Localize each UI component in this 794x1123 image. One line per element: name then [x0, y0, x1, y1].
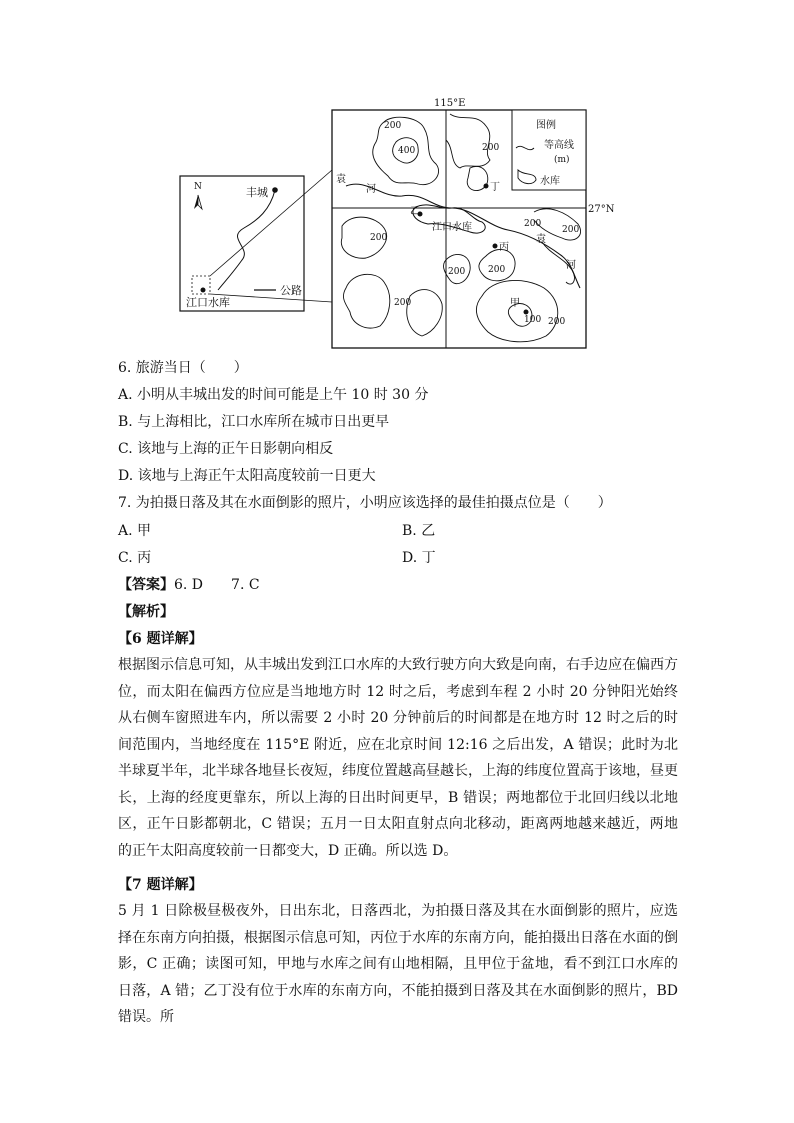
answer-line — [118, 575, 260, 595]
contour-value: 200 — [524, 219, 542, 229]
map-figure — [170, 92, 615, 354]
north-arrow-icon — [194, 195, 202, 209]
q7-option-b: B. 乙 — [402, 523, 436, 539]
point-yi-label: 乙 — [410, 206, 420, 217]
road-legend-label: 公路 — [280, 284, 302, 297]
contour-value: 200 — [394, 298, 412, 308]
q6-option-a: A. 小明从丰城出发的时间可能是上午 10 时 30 分 — [118, 387, 429, 403]
contour-value: 200 — [384, 121, 402, 131]
contour-value: 200 — [562, 225, 580, 235]
q7-option-c: C. 丙 — [118, 550, 152, 566]
latitude-label: 27°N — [588, 204, 615, 215]
answer-text: 6. D 7. C — [174, 577, 260, 593]
north-label: N — [194, 182, 202, 192]
q7-detail-text: 5 月 1 日除极昼极夜外，日出东北，日落西北，为拍摄日落及其在水面倒影的照片，应选择在东南方向拍摄，根据图示信息可知，丙位于水库的东南方向，能拍摄出日落在水面的倒影，C 正确；读图可知，甲地与水库之间有山地相隔，且甲位于盆地，看不到江口水库的日落，A 错；乙丁没有位于水库的东南方向，不能拍摄到日落及其在水面倒影的照片，BD 错误。所 — [118, 903, 678, 1025]
contour-value: 400 — [398, 146, 416, 156]
q7-option-a: A. 甲 — [118, 523, 152, 539]
q6-option-d: D. 该地与上海正午太阳高度较前一日更大 — [118, 468, 376, 484]
q7-stem: 7. 为拍摄日落及其在水面倒影的照片，小明应该选择的最佳拍摄点位是（ ） — [118, 495, 612, 511]
legend-contour: 等高线 — [544, 140, 574, 151]
point-bing-label: 丙 — [499, 242, 509, 253]
map-legend — [512, 110, 586, 190]
reservoir-label: 江口水库 — [186, 296, 230, 309]
locator-map — [180, 170, 332, 311]
longitude-label: 115°E — [434, 98, 466, 109]
contour-value: 200 — [370, 233, 388, 243]
contour-value: 200 — [488, 265, 506, 275]
contour-value: 200 — [448, 267, 466, 277]
river-label-4: 河 — [566, 260, 576, 271]
river-label-3: 袁 — [536, 234, 546, 245]
q6-detail-label: 【6 题详解】 — [118, 631, 203, 647]
q6-option-b: B. 与上海相比，江口水库所在城市日出更早 — [118, 414, 390, 430]
point-jia — [524, 310, 529, 315]
answer-label: 【答案】 — [118, 577, 174, 593]
river-label-1: 袁 — [336, 174, 346, 185]
connector-line-1 — [210, 170, 332, 276]
point-ding-label: 丁 — [490, 182, 500, 193]
q6-stem: 6. 旅游当日（ ） — [118, 360, 248, 376]
point-ding — [484, 184, 489, 189]
legend-title: 图例 — [536, 120, 556, 131]
detail-map — [332, 98, 615, 348]
contour-value: 200 — [548, 317, 566, 327]
q7-option-d: D. 丁 — [402, 550, 436, 566]
road-line — [218, 190, 275, 290]
reservoir-dot — [201, 288, 206, 293]
analysis-label: 【解析】 — [118, 604, 174, 620]
city-label: 丰城 — [246, 186, 268, 199]
legend-unit: (m) — [554, 155, 570, 165]
q6-detail-text: 根据图示信息可知，从丰城出发到江口水库的大致行驶方向大致是向南，右手边应在偏西方位，而太阳在偏西方位应是当地地方时 12 时之后，考虑到车程 2 小时 20 分钟阳光始终从右侧车窗照进车内，所以需要 2 小时 20 分钟前后的时间都是在地方时 12 时之后的时间范围内，当地经度在 115°E 附近，应在北京时间 12:16 之后出发，A 错误；此时为北半球夏半年，北半球各地昼长夜短，纬度位置越高昼越长，上海的纬度位置高于该地，昼更长，上海的经度更靠东，所以上海的日出时间更早，B 错误；两地都位于北回归线以北地区，正午日影都朝北，C 错误；五月一日太阳直射点向北移动，距离两地越来越近，两地的正午太阳高度较前一日都变大，D 正确。所以选 D。 — [118, 657, 678, 859]
contour-value: 100 — [524, 315, 542, 325]
point-jia-label: 甲 — [510, 298, 520, 309]
reservoir-map-label: 江口水库 — [432, 222, 472, 233]
q7-detail-label: 【7 题详解】 — [118, 877, 203, 893]
point-bing — [493, 244, 498, 249]
contour-value: 200 — [482, 143, 500, 153]
river-label-2: 河 — [366, 184, 376, 195]
q6-option-c: C. 该地与上海的正午日影朝向相反 — [118, 441, 334, 457]
legend-reservoir: 水库 — [540, 176, 560, 187]
